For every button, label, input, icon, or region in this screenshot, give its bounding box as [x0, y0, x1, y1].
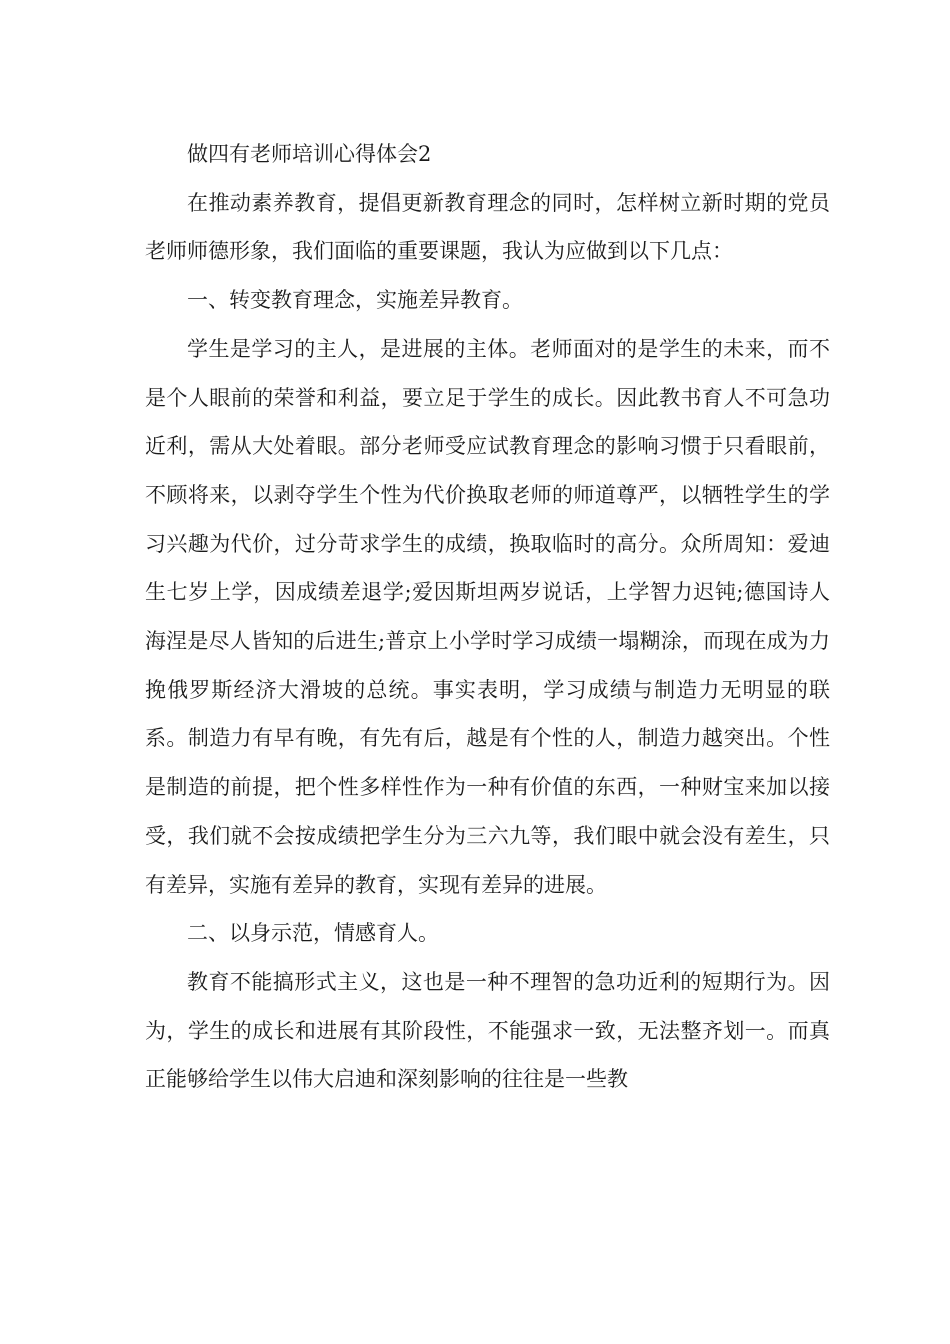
document-body — [145, 130, 830, 1104]
section-heading-1: 一、转变教育理念，实施差异教育。 — [187, 288, 523, 313]
section-heading-2: 二、以身示范，情感育人。 — [187, 921, 439, 946]
paragraph-section-2: 教育不能搞形式主义，这也是一种不理智的急功近利的短期行为。因为，学生的成长和进展有其阶段性，不能强求一致，无法整齐划一。而真正能够给学生以伟大启迪和深刻影响的往往是一些教 — [145, 969, 830, 1092]
paragraph-section-1: 学生是学习的主人，是进展的主体。老师面对的是学生的未来，而不是个人眼前的荣誉和利益，要立足于学生的成长。因此教书育人不可急功近利，需从大处着眼。部分老师受应试教育理念的影响习惯于只看眼前，不顾将来，以剥夺学生个性为代价换取老师的师道尊严，以牺牲学生的学习兴趣为代价，过分苛求学生的成绩，换取临时的高分。众所周知：爱迪生七岁上学，因成绩差退学;爱因斯坦两岁说话，上学智力迟钝;德国诗人海涅是尽人皆知的后进生;普京上小学时学习成绩一塌糊涂，而现在成为力挽俄罗斯经济大滑坡的总统。事实表明，学习成绩与制造力无明显的联系。制造力有早有晚，有先有后，越是有个性的人，制造力越突出。个性是制造的前提，把个性多样性作为一种有价值的东西，一种财宝来加以接受，我们就不会按成绩把学生分为三六九等，我们眼中就会没有差生，只有差异，实施有差异的教育，实现有差异的进展。 — [145, 336, 830, 897]
paragraph-intro: 在推动素养教育，提倡更新教育理念的同时，怎样树立新时期的党员老师师德形象，我们面临的重要课题，我认为应做到以下几点： — [145, 190, 830, 264]
document-title: 做四有老师培训心得体会2 — [187, 142, 432, 166]
